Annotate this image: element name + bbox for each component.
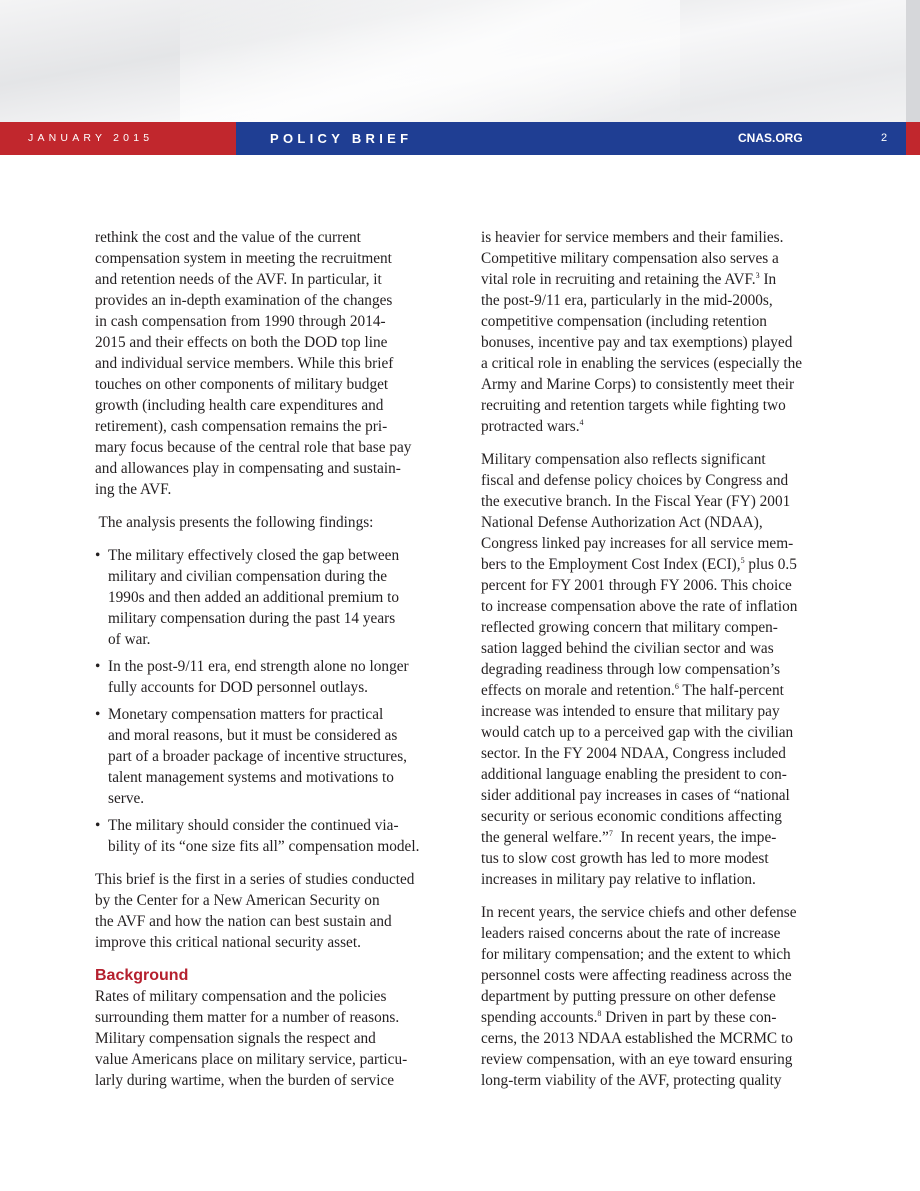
text-line: rethink the cost and the value of the current	[95, 229, 361, 246]
footnote-ref[interactable]: 6	[674, 682, 679, 691]
text-line: review compensation, with an eye toward ensuring	[481, 1051, 793, 1068]
text-line: tus to slow cost growth has led to more modest	[481, 850, 769, 867]
text-line: military and civilian compensation during the	[108, 568, 388, 585]
bullet-icon: •	[95, 658, 101, 675]
text-line: and allowances play in compensating and sustain-	[95, 460, 401, 477]
header-shine	[180, 0, 680, 122]
text-line: personnel costs were affecting readiness across the	[481, 967, 792, 984]
text-line: Rates of military compensation and the policies	[95, 988, 387, 1005]
text-line: bonuses, incentive pay and tax exemptions) played	[481, 334, 793, 351]
text-line: the AVF and how the nation can best sustain and	[95, 913, 392, 930]
text-line: competitive compensation (including retention	[481, 313, 767, 330]
text-line: of war.	[108, 631, 151, 648]
text-line: Competitive military compensation also serves a	[481, 250, 779, 267]
text-line: recruiting and retention targets while fighting two	[481, 397, 786, 414]
text-line: increase was intended to ensure that military pay	[481, 703, 780, 720]
text-line: by the Center for a New American Security on	[95, 892, 380, 909]
footnote-ref[interactable]: 5	[740, 556, 745, 565]
text-line: part of a broader package of incentive structures,	[108, 748, 407, 765]
text-line: vital role in recruiting and retaining the AVF.$^3$ In	[481, 271, 777, 288]
text-line: fully accounts for DOD personnel outlays.	[108, 679, 368, 696]
text-line: National Defense Authorization Act (NDAA),	[481, 514, 763, 531]
header-background	[0, 0, 920, 122]
findings-list	[95, 545, 447, 857]
finding-item	[95, 545, 447, 650]
text-line: a critical role in enabling the services (especially the	[481, 355, 803, 372]
recent-concerns-paragraph	[481, 902, 831, 1091]
header-red-edge	[906, 122, 920, 155]
finding-item	[95, 815, 447, 857]
footnote-ref[interactable]: 7	[608, 829, 613, 838]
text-line: spending accounts.$^8$ Driven in part by these con-	[481, 1009, 777, 1026]
text-line: bility of its “one size fits all” compensation model.	[108, 838, 420, 855]
text-line: serve.	[108, 790, 145, 807]
text-line: security or serious economic conditions affecting	[481, 808, 782, 825]
text-line: In the post-9/11 era, end strength alone no longer	[108, 658, 409, 675]
findings-intro: The analysis presents the following findings:	[95, 514, 374, 531]
intro-paragraph	[95, 227, 447, 500]
page-number: 2	[881, 132, 888, 144]
header-date: JANUARY 2015	[28, 132, 154, 144]
text-line: surrounding them matter for a number of reasons.	[95, 1009, 400, 1026]
text-line: sider additional pay increases in cases of “national	[481, 787, 790, 804]
text-line: sector. In the FY 2004 NDAA, Congress included	[481, 745, 786, 762]
finding-item	[95, 704, 447, 809]
text-line: leaders raised concerns about the rate of increase	[481, 925, 781, 942]
right-column	[481, 227, 831, 1103]
text-line: cerns, the 2013 NDAA established the MCRMC to	[481, 1030, 793, 1047]
bullet-icon: •	[95, 547, 101, 564]
text-line: percent for FY 2001 through FY 2006. This choice	[481, 577, 792, 594]
text-line: the post-9/11 era, particularly in the mid-2000s,	[481, 292, 773, 309]
left-column	[95, 227, 447, 1103]
footnote-ref[interactable]: 4	[579, 418, 584, 427]
text-line: bers to the Employment Cost Index (ECI),$^5$ plus 0.5	[481, 556, 797, 573]
footnote-ref[interactable]: 8	[597, 1009, 602, 1018]
text-line: compensation system in meeting the recruitment	[95, 250, 392, 267]
compensation-role-paragraph	[481, 227, 831, 437]
text-line: Military compensation signals the respect and	[95, 1030, 376, 1047]
text-line: protracted wars.$^4$	[481, 418, 584, 435]
text-line: retirement), cash compensation remains the pri-	[95, 418, 388, 435]
text-line: mary focus because of the central role that base pay	[95, 439, 412, 456]
text-line: The military should consider the continued via-	[108, 817, 399, 834]
text-line: fiscal and defense policy choices by Congress and	[481, 472, 789, 489]
text-line: larly during wartime, when the burden of service	[95, 1072, 395, 1089]
text-line: to increase compensation above the rate of inflation	[481, 598, 798, 615]
text-line: The military effectively closed the gap between	[108, 547, 400, 564]
footnote-ref[interactable]: 3	[755, 271, 760, 280]
text-line: in cash compensation from 1990 through 2014-	[95, 313, 386, 330]
text-line: the executive branch. In the Fiscal Year (FY) 2001	[481, 493, 791, 510]
header-bar	[0, 122, 920, 155]
text-line: Monetary compensation matters for practical	[108, 706, 384, 723]
text-line: Army and Marine Corps) to consistently meet their	[481, 376, 795, 393]
bullet-icon: •	[95, 706, 101, 723]
text-line: the general welfare.”$^7$ In recent years, the impe-	[481, 829, 777, 846]
series-paragraph	[95, 869, 447, 953]
text-line: growth (including health care expenditures and	[95, 397, 384, 414]
text-line: effects on morale and retention.$^6$ The half-percent	[481, 682, 784, 699]
text-line: department by putting pressure on other defense	[481, 988, 776, 1005]
text-line: Congress linked pay increases for all service mem-	[481, 535, 794, 552]
text-line: military compensation during the past 14 years	[108, 610, 396, 627]
text-line: for military compensation; and the extent to which	[481, 946, 791, 963]
header-title: POLICY BRIEF	[270, 131, 413, 146]
text-line: long-term viability of the AVF, protecting quality	[481, 1072, 782, 1089]
text-line: In recent years, the service chiefs and other defense	[481, 904, 797, 921]
text-line: This brief is the first in a series of studies conducted	[95, 871, 415, 888]
text-line: and individual service members. While this brief	[95, 355, 394, 372]
text-line: provides an in-depth examination of the changes	[95, 292, 393, 309]
text-line: sation lagged behind the civilian sector and was	[481, 640, 774, 657]
header-edge	[906, 0, 920, 122]
background-heading: Background	[95, 967, 189, 984]
text-line: degrading readiness through low compensation’s	[481, 661, 781, 678]
text-line: Military compensation also reflects significant	[481, 451, 766, 468]
text-line: touches on other components of military budget	[95, 376, 389, 393]
text-line: 1990s and then added an additional premium to	[108, 589, 399, 606]
text-line: would catch up to a perceived gap with the civilian	[481, 724, 794, 741]
text-line: improve this critical national security asset.	[95, 934, 361, 951]
text-line: talent management systems and motivations to	[108, 769, 394, 786]
text-line: ing the AVF.	[95, 481, 172, 498]
text-line: and retention needs of the AVF. In particular, it	[95, 271, 382, 288]
text-line: increases in military pay relative to inflation.	[481, 871, 756, 888]
text-line: 2015 and their effects on both the DOD top line	[95, 334, 388, 351]
text-line: is heavier for service members and their families.	[481, 229, 784, 246]
finding-item	[95, 656, 447, 698]
text-line: and moral reasons, but it must be considered as	[108, 727, 398, 744]
bullet-icon: •	[95, 817, 101, 834]
policy-choices-paragraph	[481, 449, 831, 890]
header-site-link[interactable]: CNAS.ORG	[738, 131, 803, 145]
background-paragraph	[95, 986, 447, 1091]
text-line: value Americans place on military service, particu-	[95, 1051, 408, 1068]
text-line: additional language enabling the president to con-	[481, 766, 787, 783]
text-line: reflected growing concern that military compen-	[481, 619, 778, 636]
